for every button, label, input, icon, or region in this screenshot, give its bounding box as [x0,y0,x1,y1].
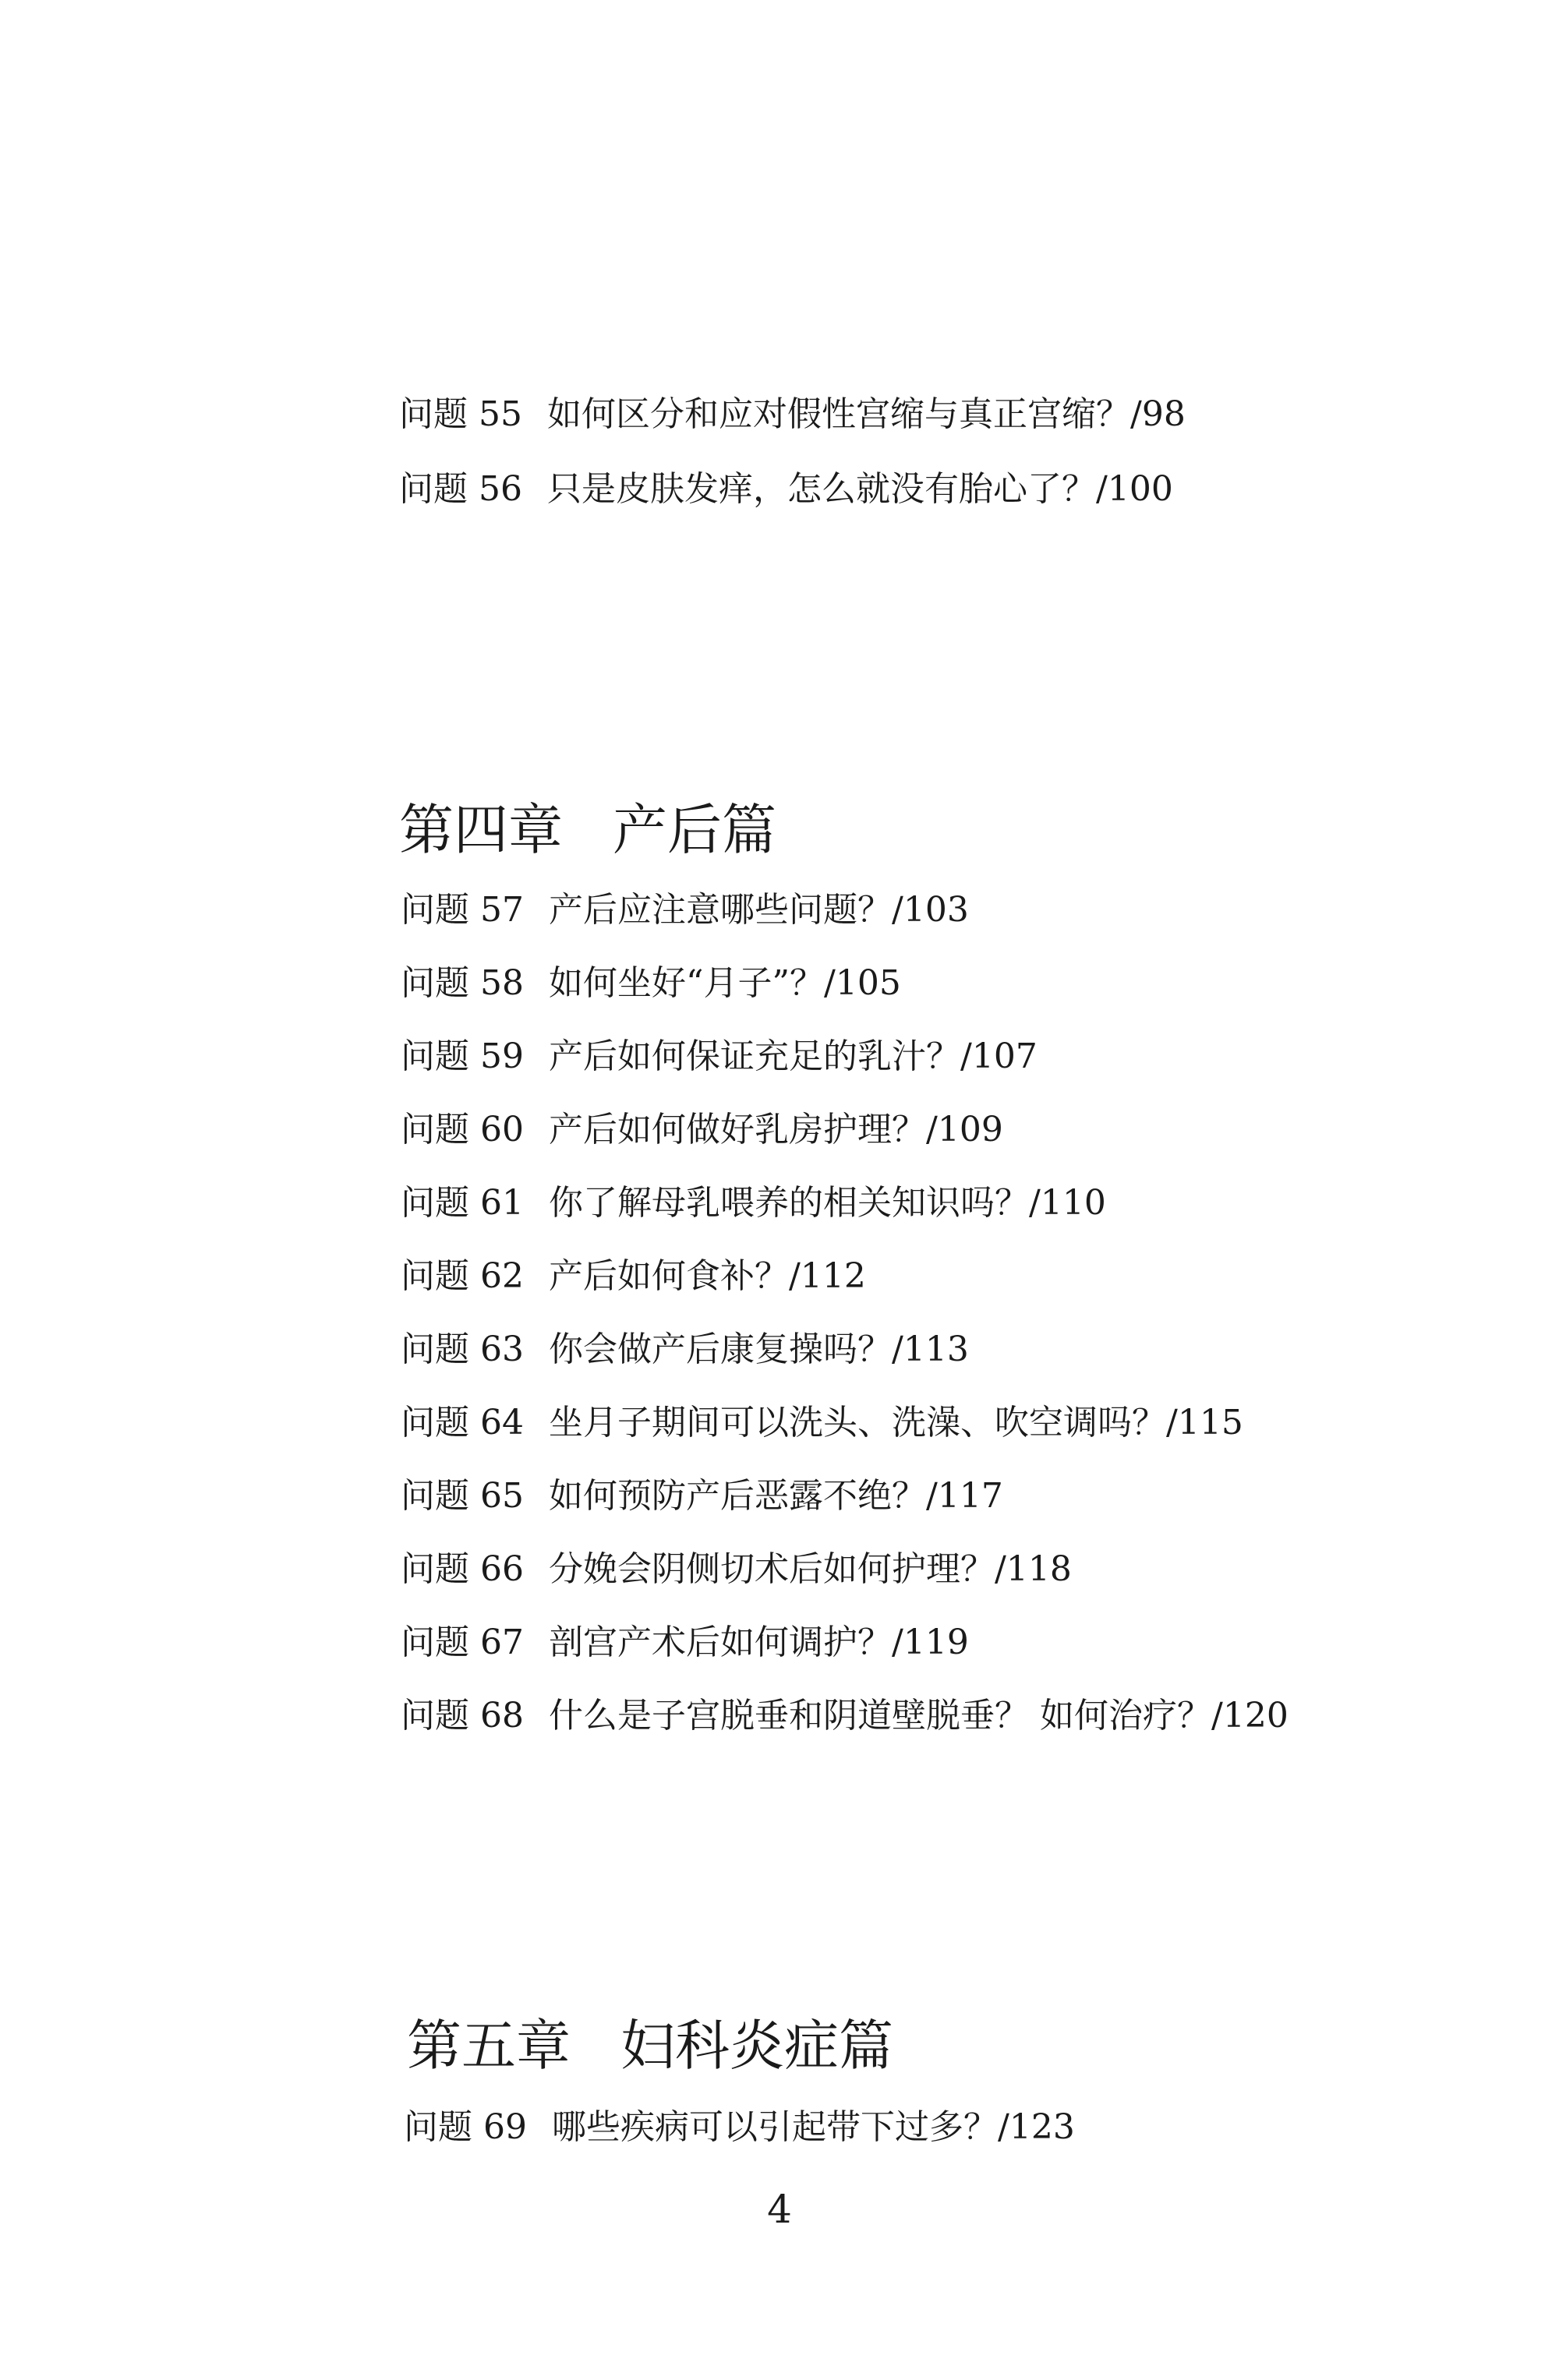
toc-entry-67 [401,1619,969,1666]
entry-label: 问题 67 [401,1623,524,1662]
entry-label: 问题 63 [401,1329,524,1369]
entry-page: /117 [926,1476,1003,1516]
entry-page: /120 [1211,1696,1289,1736]
entry-title: 你了解母乳喂养的相关知识吗？ [549,1183,1029,1223]
toc-entry-55 [399,391,1186,438]
entry-title: 如何预防产后恶露不绝？ [549,1476,926,1516]
chapter-heading-5 [407,2011,893,2081]
entry-label: 问题 69 [404,2107,527,2147]
toc-entry-69 [404,2104,1075,2151]
entry-title: 产后如何食补？ [549,1256,789,1296]
chapter-heading-4 [399,795,776,865]
entry-page: /107 [960,1036,1038,1076]
entry-label: 问题 68 [401,1696,524,1736]
toc-entry-68 [401,1693,1289,1739]
chapter-number: 第四章 [399,798,563,862]
entry-label: 问题 56 [399,469,522,509]
page-number: 4 [767,2187,792,2232]
entry-title: 产后应注意哪些问题？ [549,890,892,930]
entry-page: /118 [995,1549,1072,1589]
entry-page: /112 [789,1256,866,1296]
chapter-title: 妇科炎症篇 [620,2014,893,2078]
chapter-number: 第五章 [407,2014,571,2078]
entry-title: 分娩会阴侧切术后如何护理？ [549,1549,995,1589]
toc-entry-64 [401,1400,1243,1446]
entry-page: /115 [1166,1403,1243,1442]
entry-label: 问题 62 [401,1256,524,1296]
entry-page: /103 [892,890,969,930]
entry-label: 问题 57 [401,890,524,930]
toc-entry-65 [401,1473,1003,1520]
entry-page: /105 [824,963,901,1003]
entry-title: 哪些疾病可以引起带下过多？ [552,2107,998,2147]
toc-entry-58 [401,960,901,1007]
entry-page: /123 [998,2107,1075,2147]
entry-title: 坐月子期间可以洗头、洗澡、吹空调吗？ [549,1403,1166,1442]
entry-label: 问题 59 [401,1036,524,1076]
entry-title: 剖宫产术后如何调护？ [549,1623,892,1662]
entry-page: /113 [892,1329,969,1369]
entry-label: 问题 66 [401,1549,524,1589]
toc-entry-56 [399,466,1173,513]
entry-label: 问题 64 [401,1403,524,1442]
entry-title: 你会做产后康复操吗？ [549,1329,892,1369]
entry-title: 什么是子宫脱垂和阴道壁脱垂？ 如何治疗？ [549,1696,1211,1736]
entry-label: 问题 55 [399,394,522,434]
toc-entry-59 [401,1033,1038,1080]
entry-title: 如何区分和应对假性宫缩与真正宫缩？ [547,394,1130,434]
entry-page: /98 [1130,394,1186,434]
toc-entry-61 [401,1180,1106,1227]
toc-entry-63 [401,1326,969,1373]
entry-label: 问题 65 [401,1476,524,1516]
chapter-title: 产后篇 [613,798,776,862]
entry-label: 问题 61 [401,1183,524,1223]
entry-page: /100 [1096,469,1173,509]
entry-title: 产后如何做好乳房护理？ [549,1110,926,1149]
toc-entry-57 [401,887,969,934]
entry-title: 产后如何保证充足的乳汁？ [549,1036,960,1076]
toc-entry-62 [401,1253,866,1300]
entry-page: /110 [1029,1183,1106,1223]
entry-page: /109 [926,1110,1003,1149]
entry-title: 只是皮肤发痒，怎么就没有胎心了？ [547,469,1096,509]
toc-entry-60 [401,1107,1003,1153]
toc-entry-66 [401,1546,1072,1593]
entry-label: 问题 58 [401,963,524,1003]
entry-page: /119 [892,1623,969,1662]
entry-title: 如何坐好“月子”？ [549,963,824,1003]
entry-label: 问题 60 [401,1110,524,1149]
